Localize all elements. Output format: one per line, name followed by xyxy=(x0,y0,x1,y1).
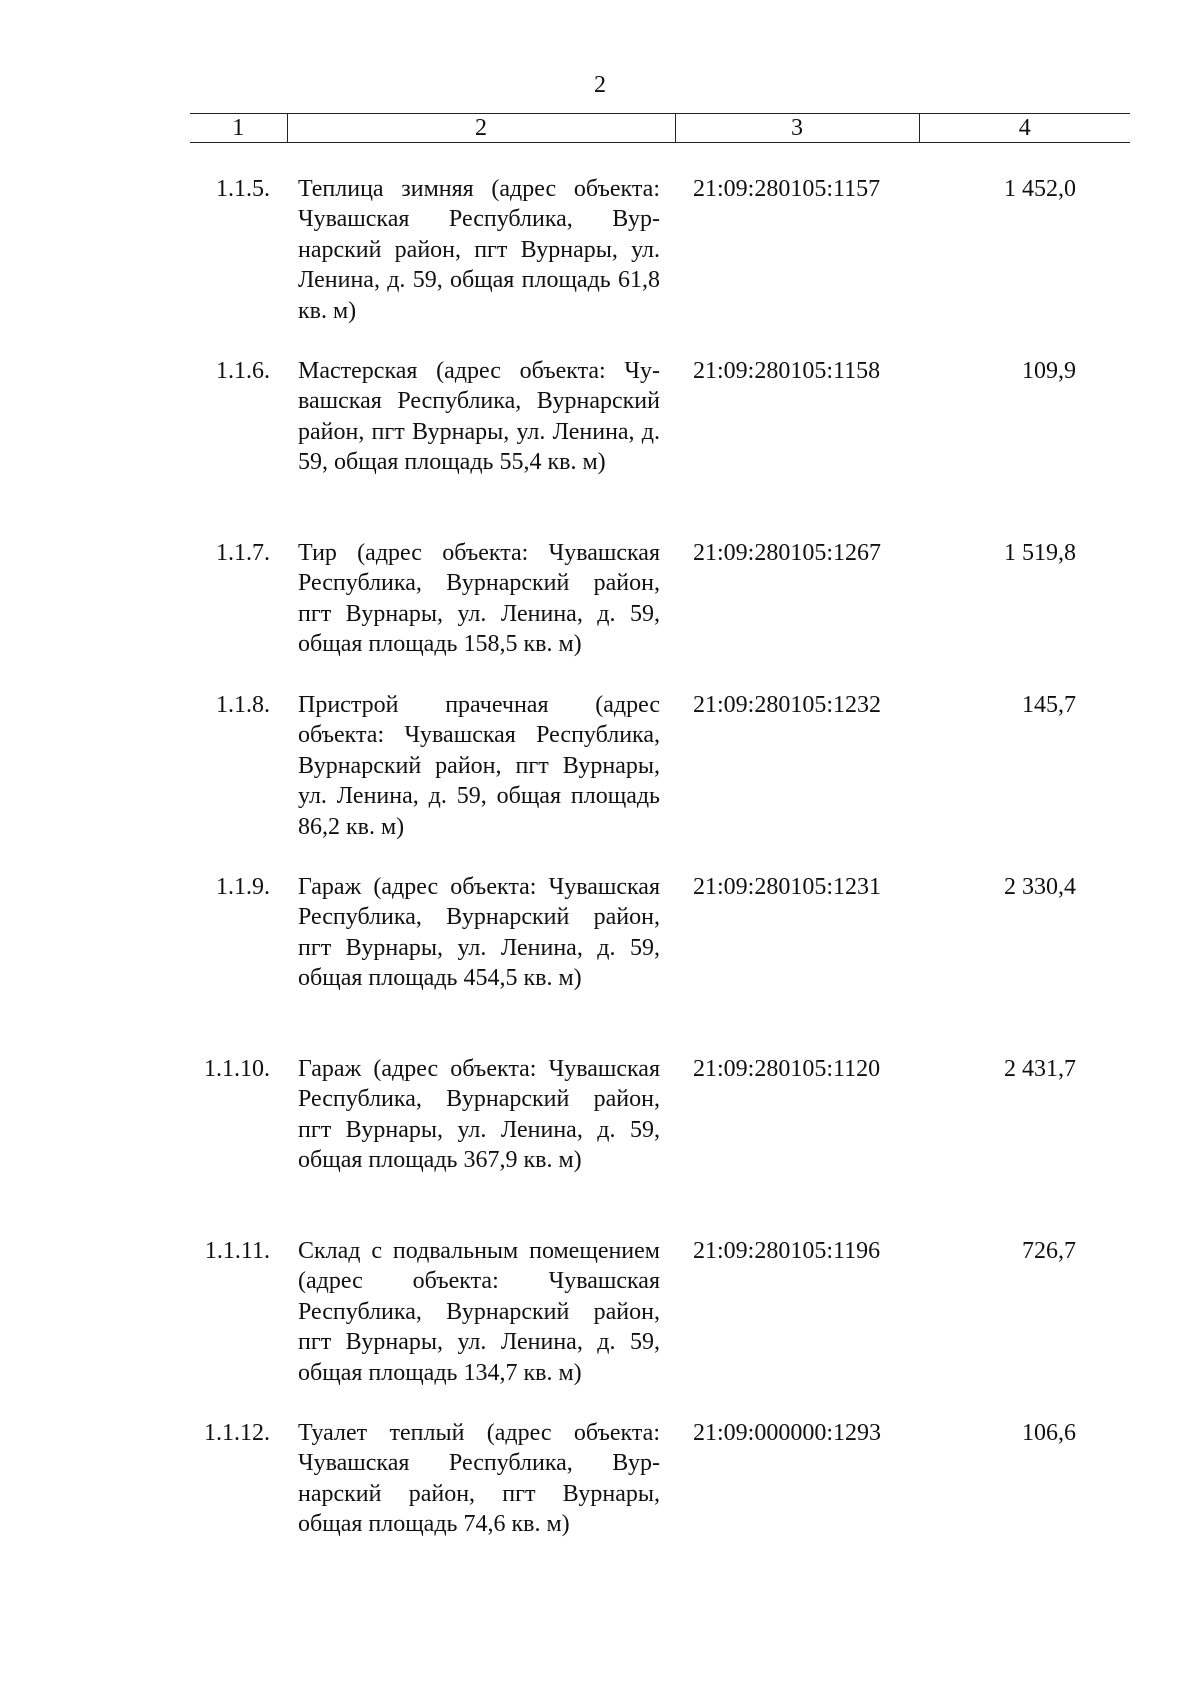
row-description: Мастерская (адрес объекта: Чувашская Республика, Вурнарский район, пгт Вурнары, ул. Ленина, д. 59, общая площадь 55,4 кв. м) xyxy=(298,358,660,476)
table-body xyxy=(190,174,1130,1600)
table-row xyxy=(190,356,1130,538)
row-number: 1.1.10. xyxy=(204,1056,270,1082)
row-number: 1.1.12. xyxy=(204,1420,270,1446)
row-number: 1.1.7. xyxy=(216,540,270,566)
row-description: Гараж (адрес объекта: Чувашская Республика, Вурнарский район, пгт Вурнары, ул. Ленина, д. 59, общая площадь 454,5 кв. м) xyxy=(298,874,660,992)
row-number: 1.1.6. xyxy=(216,358,270,384)
header-col-1: 1 xyxy=(190,114,287,143)
row-value: 1 519,8 xyxy=(1004,540,1076,566)
row-value: 1 452,0 xyxy=(1004,176,1076,202)
header-row xyxy=(190,114,1130,143)
table-row xyxy=(190,1054,1130,1236)
row-value: 2 330,4 xyxy=(1004,874,1076,900)
row-cadastral-number: 21:09:280105:1157 xyxy=(693,176,881,202)
row-description: Теплица зимняя (адрес объекта: Чувашская Республика, Вурнарский район, пгт Вурнары, ул. Ленина, д. 59, общая площадь 61,8 кв. м) xyxy=(298,176,660,324)
table-row xyxy=(190,872,1130,1054)
row-value: 106,6 xyxy=(1022,1420,1076,1446)
row-cadastral-number: 21:09:280105:1232 xyxy=(693,692,882,718)
table-row xyxy=(190,538,1130,690)
row-cadastral-number: 21:09:280105:1231 xyxy=(693,874,882,900)
row-description: Пристрой прачечная (адрес объекта: Чувашская Республика, Вурнарский район, пгт Вурнары, ул. Ленина, д. 59, общая площадь 86,2 кв. м) xyxy=(298,692,660,840)
row-value: 726,7 xyxy=(1022,1238,1076,1264)
header-col-3: 3 xyxy=(675,114,919,143)
table-row xyxy=(190,174,1130,356)
row-cadastral-number: 21:09:280105:1158 xyxy=(693,358,881,384)
row-value: 109,9 xyxy=(1022,358,1076,384)
row-value: 2 431,7 xyxy=(1004,1056,1076,1082)
table-row xyxy=(190,1418,1130,1600)
row-number: 1.1.11. xyxy=(204,1238,270,1264)
row-cadastral-number: 21:09:280105:1267 xyxy=(693,540,882,566)
page-number: 2 xyxy=(594,72,606,98)
row-description: Туалет теплый (адрес объекта: Чувашская Республика, Вурнарский район, пгт Вурнары, общая площадь 74,6 кв. м) xyxy=(298,1420,660,1538)
row-cadastral-number: 21:09:000000:1293 xyxy=(693,1420,882,1446)
table-row xyxy=(190,690,1130,872)
row-cadastral-number: 21:09:280105:1196 xyxy=(693,1238,881,1264)
header-col-4: 4 xyxy=(919,114,1130,143)
row-number: 1.1.5. xyxy=(216,176,270,202)
row-cadastral-number: 21:09:280105:1120 xyxy=(693,1056,881,1082)
row-number: 1.1.8. xyxy=(216,692,270,718)
table-row xyxy=(190,1236,1130,1418)
row-value: 145,7 xyxy=(1022,692,1076,718)
header-col-2: 2 xyxy=(287,114,675,143)
row-description: Склад с подвальным помещением (адрес объекта: Чувашская Республика, Вурнарский район, пгт Вурнары, ул. Ленина, д. 59, общая площадь 134,7 кв. м) xyxy=(298,1238,660,1386)
table-header xyxy=(190,113,1130,143)
row-description: Тир (адрес объекта: Чувашская Республика, Вурнарский район, пгт Вурнары, ул. Ленина, д. 59, общая площадь 158,5 кв. м) xyxy=(298,540,660,658)
row-description: Гараж (адрес объекта: Чувашская Республика, Вурнарский район, пгт Вурнары, ул. Ленина, д. 59, общая площадь 367,9 кв. м) xyxy=(298,1056,660,1174)
row-number: 1.1.9. xyxy=(216,874,270,900)
